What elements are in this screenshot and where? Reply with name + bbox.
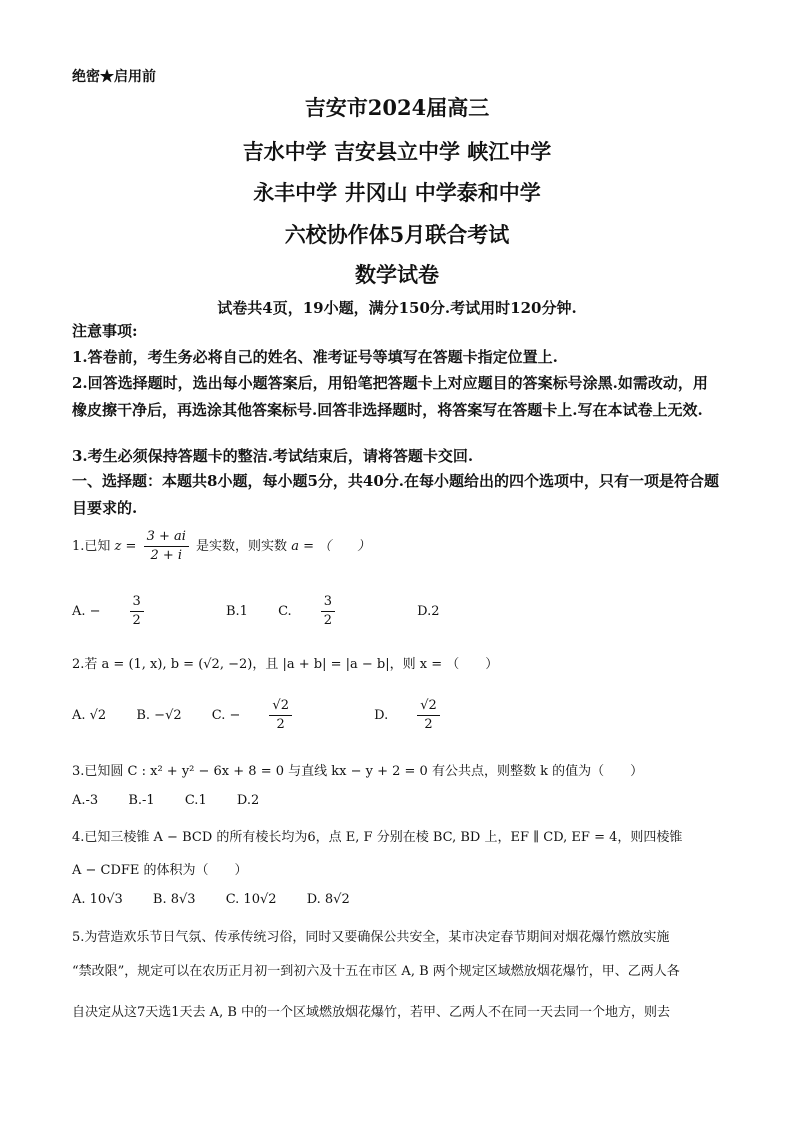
q2-option-d-den: 2: [424, 717, 433, 732]
q1-numerator: 3 + ai: [144, 528, 189, 547]
q2-option-d-num: √2: [417, 697, 440, 716]
subject-title: 数学试卷: [355, 262, 439, 287]
q2-option-c: [212, 697, 344, 734]
title-line-2: 吉水中学 吉安县立中学 峡江中学: [242, 139, 552, 164]
q1-option-a: [72, 593, 196, 630]
q1-option-a-den: 2: [132, 613, 141, 628]
note-item-3: 3.考生必须保持答题卡的整洁.考试结束后，请将答题卡交回.: [72, 447, 474, 465]
question-4-line-1: 4.已知三棱锥 A − BCD 的所有棱长均为6，点 E, F 分别在棱 BC, BD 上，EF ∥ CD, EF = 4，则四棱锥: [72, 830, 683, 845]
note-item-2: 2.回答选择题时，选出每小题答案后，用铅笔把答题卡上对应题目的答案标号涂黑.如需改动，用橡皮擦干净后，再选涂其他答案标号.回答非选择题时，将答案写在答题卡上.写在本试卷上无效.: [72, 374, 708, 419]
q2-option-c-fraction: [269, 697, 318, 734]
q2-option-d-prefix: D.: [374, 708, 389, 723]
q2-option-c-num: √2: [269, 697, 292, 716]
question-1: [72, 528, 370, 565]
q4-option-d: D. 8√2: [306, 892, 350, 907]
q2-option-d: [374, 697, 492, 734]
question-5-line-3: 自决定从这7天选1天去 A, B 中的一个区域燃放烟花爆竹，若甲、乙两人不在同一天去同一个地方，则去: [72, 1005, 671, 1020]
q4-options: [72, 892, 376, 907]
question-4-line-2: A − CDFE 的体积为（ ）: [72, 863, 248, 878]
q1-option-a-prefix: A. −: [72, 604, 101, 619]
q4-option-c: C. 10√2: [225, 892, 277, 907]
q3-option-d: D.2: [236, 793, 260, 808]
q1-ask: a = （ ）: [291, 539, 371, 554]
q1-option-b: B.1: [225, 604, 248, 619]
q2-option-c-prefix: C. −: [211, 708, 241, 723]
secret-mark: 绝密★启用前: [72, 69, 156, 85]
q2-option-d-fraction: [417, 697, 466, 734]
q1-denominator: 2 + i: [150, 548, 183, 563]
note-item-1: 1.答卷前，考生务必将自己的姓名、准考证号等填写在答题卡指定位置上.: [72, 348, 558, 366]
q2-option-c-den: 2: [276, 717, 285, 732]
q2-option-a: A. √2: [72, 708, 107, 723]
q1-option-c: [278, 593, 387, 630]
q1-option-a-num: 3: [130, 593, 144, 612]
q1-options: [72, 593, 466, 630]
q2-options: [72, 697, 518, 734]
question-2: 2.若 a = (1, x), b = (√2, −2)，且 |a + b| = |a − b|，则 x = （ ）: [72, 657, 499, 672]
exam-info: 试卷共4页，19小题，满分150分.考试用时120分钟.: [217, 299, 577, 317]
question-3: 3.已知圆 C : x² + y² − 6x + 8 = 0 与直线 kx − y + 2 = 0 有公共点，则整数 k 的值为（ ）: [72, 764, 644, 779]
title-line-1: 吉安市2024届高三: [304, 95, 490, 120]
q1-suffix: 是实数，则实数: [196, 539, 288, 554]
q1-fraction: [144, 528, 189, 565]
q1-prefix: 1.已知: [72, 539, 111, 554]
question-5-line-1: 5.为营造欢乐节日气氛、传承传统习俗，同时又要确保公共安全，某市决定春节期间对烟花爆竹燃放实施: [72, 930, 670, 945]
q1-option-c-fraction: [321, 593, 361, 630]
q3-option-b: B.-1: [128, 793, 155, 808]
notes-heading: 注意事项:: [72, 322, 138, 340]
section-1-heading: 一、选择题：本题共8小题，每小题5分，共40分.在每小题给出的四个选项中，只有一项是符合题目要求的.: [72, 472, 719, 517]
q4-option-b: B. 8√3: [152, 892, 196, 907]
q4-option-a: A. 10√3: [72, 892, 123, 907]
q1-var: z =: [114, 539, 137, 554]
q3-options: [72, 793, 285, 808]
q2-option-b: B. −√2: [136, 708, 182, 723]
q1-option-a-fraction: [130, 593, 170, 630]
title-line-3: 永丰中学 井冈山 中学泰和中学: [253, 180, 541, 205]
q1-option-c-den: 2: [323, 613, 332, 628]
q3-option-c: C.1: [184, 793, 207, 808]
title-line-4: 六校协作体5月联合考试: [284, 222, 510, 247]
q3-option-a: A.-3: [72, 793, 99, 808]
q1-option-c-num: 3: [321, 593, 335, 612]
q1-option-c-prefix: C.: [278, 604, 292, 619]
question-5-line-2: “禁改限”，规定可以在农历正月初一到初六及十五在市区 A, B 两个规定区域燃放烟花爆竹，甲、乙两人各: [72, 964, 680, 979]
q1-option-d: D.2: [417, 604, 440, 619]
